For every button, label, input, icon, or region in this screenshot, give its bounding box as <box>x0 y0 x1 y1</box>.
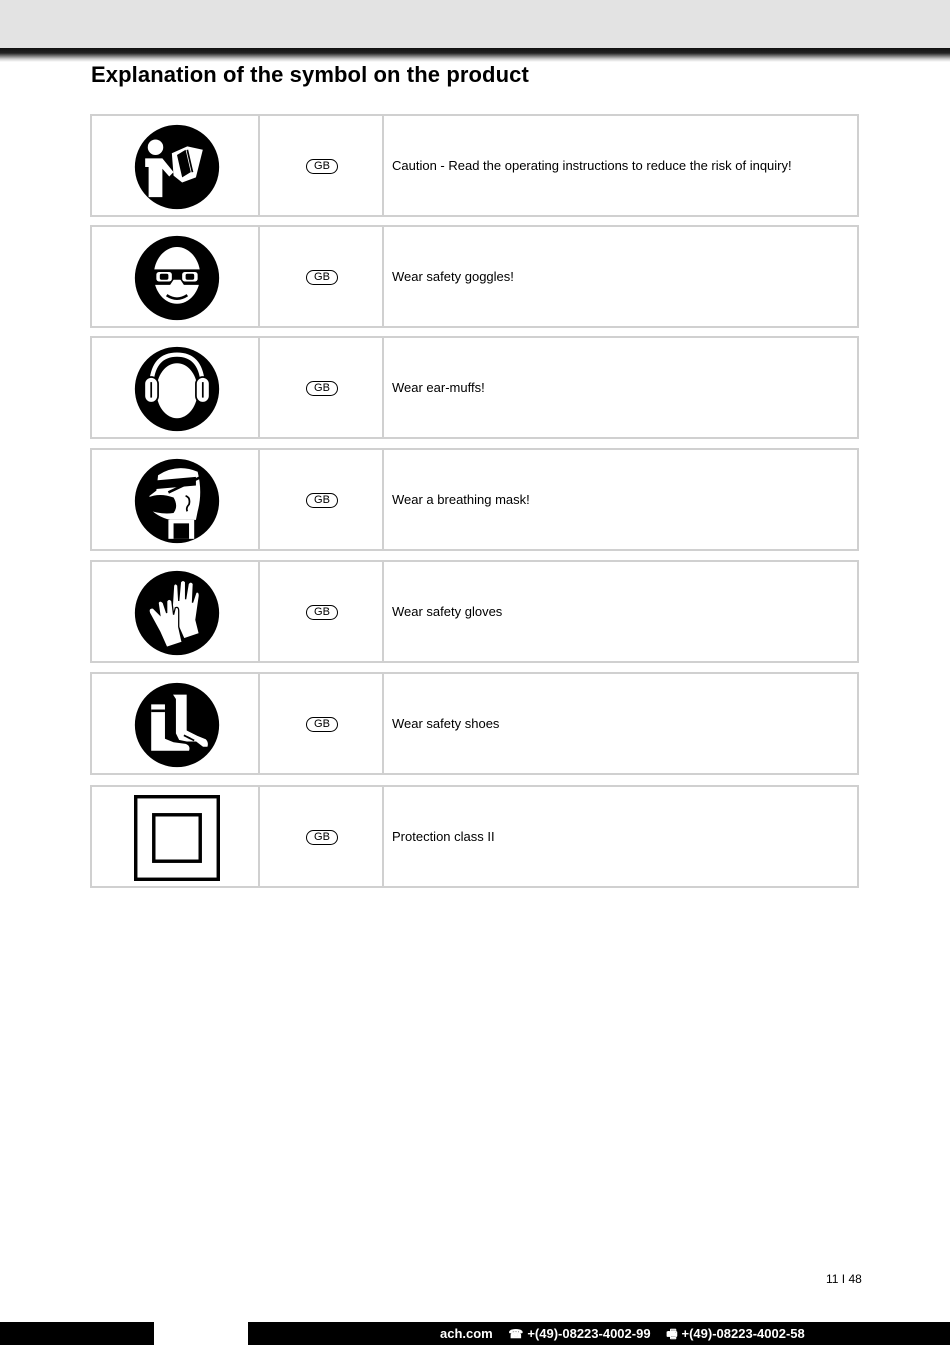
symbol-row-safety-shoes <box>90 672 859 775</box>
symbol-description: Wear safety gloves <box>392 604 503 619</box>
safety-shoes-icon <box>134 682 220 768</box>
symbol-description: Wear safety goggles! <box>392 269 514 284</box>
safety-goggles-icon <box>134 235 220 321</box>
header-shadow-bar <box>0 48 950 62</box>
language-cell <box>260 116 384 215</box>
safety-gloves-icon <box>134 570 220 656</box>
language-badge: GB <box>306 493 338 508</box>
symbol-cell <box>92 450 260 549</box>
symbol-cell <box>92 562 260 661</box>
read-manual-icon <box>134 124 220 210</box>
phone-icon: ☎ <box>508 1327 524 1341</box>
symbol-description: Wear ear-muffs! <box>392 380 485 395</box>
symbol-description: Wear safety shoes <box>392 716 500 731</box>
language-badge: GB <box>306 270 338 285</box>
symbol-row-breathing-mask <box>90 448 859 551</box>
symbol-cell <box>92 116 260 215</box>
language-cell <box>260 674 384 773</box>
footer-bar <box>0 1322 950 1345</box>
language-cell <box>260 787 384 886</box>
language-cell <box>260 227 384 326</box>
breathing-mask-icon <box>134 458 220 544</box>
top-header-band <box>0 0 950 48</box>
symbol-description: Protection class II <box>392 829 495 844</box>
footer-fax: +(49)-08223-4002-58 <box>681 1326 805 1341</box>
symbol-description: Wear a breathing mask! <box>392 492 530 507</box>
footer-gap <box>154 1322 248 1345</box>
symbol-row-ear-muffs <box>90 336 859 439</box>
symbol-row-safety-goggles <box>90 225 859 328</box>
ear-muffs-icon <box>134 346 220 432</box>
page-number: 11 I 48 <box>826 1272 862 1286</box>
fax-icon: 🖷 <box>666 1327 678 1341</box>
protection-class-ii-icon <box>134 795 220 881</box>
footer-phone: +(49)-08223-4002-99 <box>527 1326 651 1341</box>
symbol-cell <box>92 787 260 886</box>
page-title: Explanation of the symbol on the product <box>91 62 529 87</box>
footer-contact <box>440 1325 809 1346</box>
footer-website: ach.com <box>440 1326 493 1341</box>
language-badge: GB <box>306 159 338 174</box>
symbol-row-read-manual <box>90 114 859 217</box>
symbol-cell <box>92 227 260 326</box>
language-badge: GB <box>306 605 338 620</box>
language-cell <box>260 450 384 549</box>
language-cell <box>260 338 384 437</box>
symbol-cell <box>92 338 260 437</box>
symbol-description: Caution - Read the operating instructions to reduce the risk of inquiry! <box>392 158 792 173</box>
symbol-cell <box>92 674 260 773</box>
language-badge: GB <box>306 830 338 845</box>
language-badge: GB <box>306 381 338 396</box>
symbol-row-protection-class <box>90 785 859 888</box>
language-cell <box>260 562 384 661</box>
symbol-row-safety-gloves <box>90 560 859 663</box>
language-badge: GB <box>306 717 338 732</box>
